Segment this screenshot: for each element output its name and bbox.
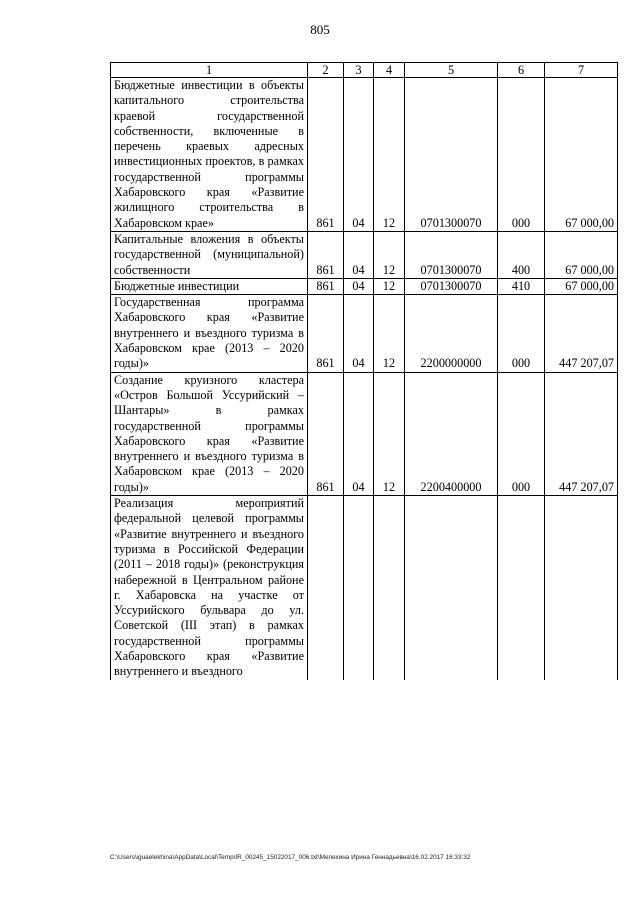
expense-type-code (498, 496, 545, 680)
column-header: 7 (545, 63, 618, 78)
expense-type-code: 000 (498, 372, 545, 495)
target-article-code: 0701300070 (405, 278, 498, 294)
section-code: 04 (344, 78, 374, 232)
row-description: Бюджетные инвестиции (111, 278, 308, 294)
ministry-code: 861 (308, 78, 344, 232)
target-article-code: 2200000000 (405, 295, 498, 372)
target-article-code: 0701300070 (405, 78, 498, 232)
amount: 67 000,00 (545, 278, 618, 294)
row-description: Реализация мероприятий федеральной целевой программы «Развитие внутреннего и въездного туризма в Российской Федерации (2011 – 2018 годы)» (реконструкция набережной в Центральном районе г. Хабаровска на участке от Уссурийского бульвара до ул. Советской (III этап) в рамках государственной программы Хабаровского края «Развитие внутреннего и въездного (111, 496, 308, 680)
table-row (111, 278, 618, 294)
table-header-row (111, 63, 618, 78)
subsection-code: 12 (374, 231, 405, 278)
amount: 67 000,00 (545, 231, 618, 278)
page-number: 805 (310, 22, 330, 37)
amount: 447 207,07 (545, 295, 618, 372)
ministry-code: 861 (308, 278, 344, 294)
amount (545, 496, 618, 680)
section-code (344, 496, 374, 680)
amount: 447 207,07 (545, 372, 618, 495)
target-article-code (405, 496, 498, 680)
table-row (111, 78, 618, 232)
expense-type-code: 000 (498, 78, 545, 232)
subsection-code: 12 (374, 372, 405, 495)
section-code: 04 (344, 278, 374, 294)
column-header: 4 (374, 63, 405, 78)
subsection-code: 12 (374, 295, 405, 372)
subsection-code: 12 (374, 78, 405, 232)
row-description: Капитальные вложения в объекты государственной (муниципальной) собственности (111, 231, 308, 278)
expense-type-code: 000 (498, 295, 545, 372)
target-article-code: 0701300070 (405, 231, 498, 278)
table-row (111, 231, 618, 278)
ministry-code: 861 (308, 231, 344, 278)
ministry-code (308, 496, 344, 680)
row-description: Бюджетные инвестиции в объекты капитального строительства краевой государственной собственности, включенные в перечень краевых адресных инвестиционных проектов, в рамках государственной программы Хабаровского края «Развитие жилищного строительства в Хабаровском крае» (111, 78, 308, 232)
section-code: 04 (344, 295, 374, 372)
row-description: Создание круизного кластера «Остров Большой Уссурийский – Шантары» в рамках государственной программы Хабаровского края «Развитие внутреннего и въездного туризма в Хабаровском крае (2013 – 2020 годы)» (111, 372, 308, 495)
column-header: 6 (498, 63, 545, 78)
table-row (111, 295, 618, 372)
section-code: 04 (344, 231, 374, 278)
footer-file-path: C:\Users\iguaelekhina\AppData\Local\Temp\IR_00245_15022017_006.txt\Мелехина Ирина Геннадьевна\16.02.2017 16:33:32 (110, 854, 471, 861)
table-row (111, 496, 618, 680)
column-header: 3 (344, 63, 374, 78)
table-row (111, 372, 618, 495)
column-header: 1 (111, 63, 308, 78)
subsection-code (374, 496, 405, 680)
budget-table (110, 62, 618, 680)
amount: 67 000,00 (545, 78, 618, 232)
column-header: 2 (308, 63, 344, 78)
ministry-code: 861 (308, 295, 344, 372)
row-description: Государственная программа Хабаровского края «Развитие внутреннего и въездного туризма в Хабаровском крае (2013 – 2020 годы)» (111, 295, 308, 372)
subsection-code: 12 (374, 278, 405, 294)
expense-type-code: 410 (498, 278, 545, 294)
expense-type-code: 400 (498, 231, 545, 278)
column-header: 5 (405, 63, 498, 78)
section-code: 04 (344, 372, 374, 495)
target-article-code: 2200400000 (405, 372, 498, 495)
ministry-code: 861 (308, 372, 344, 495)
